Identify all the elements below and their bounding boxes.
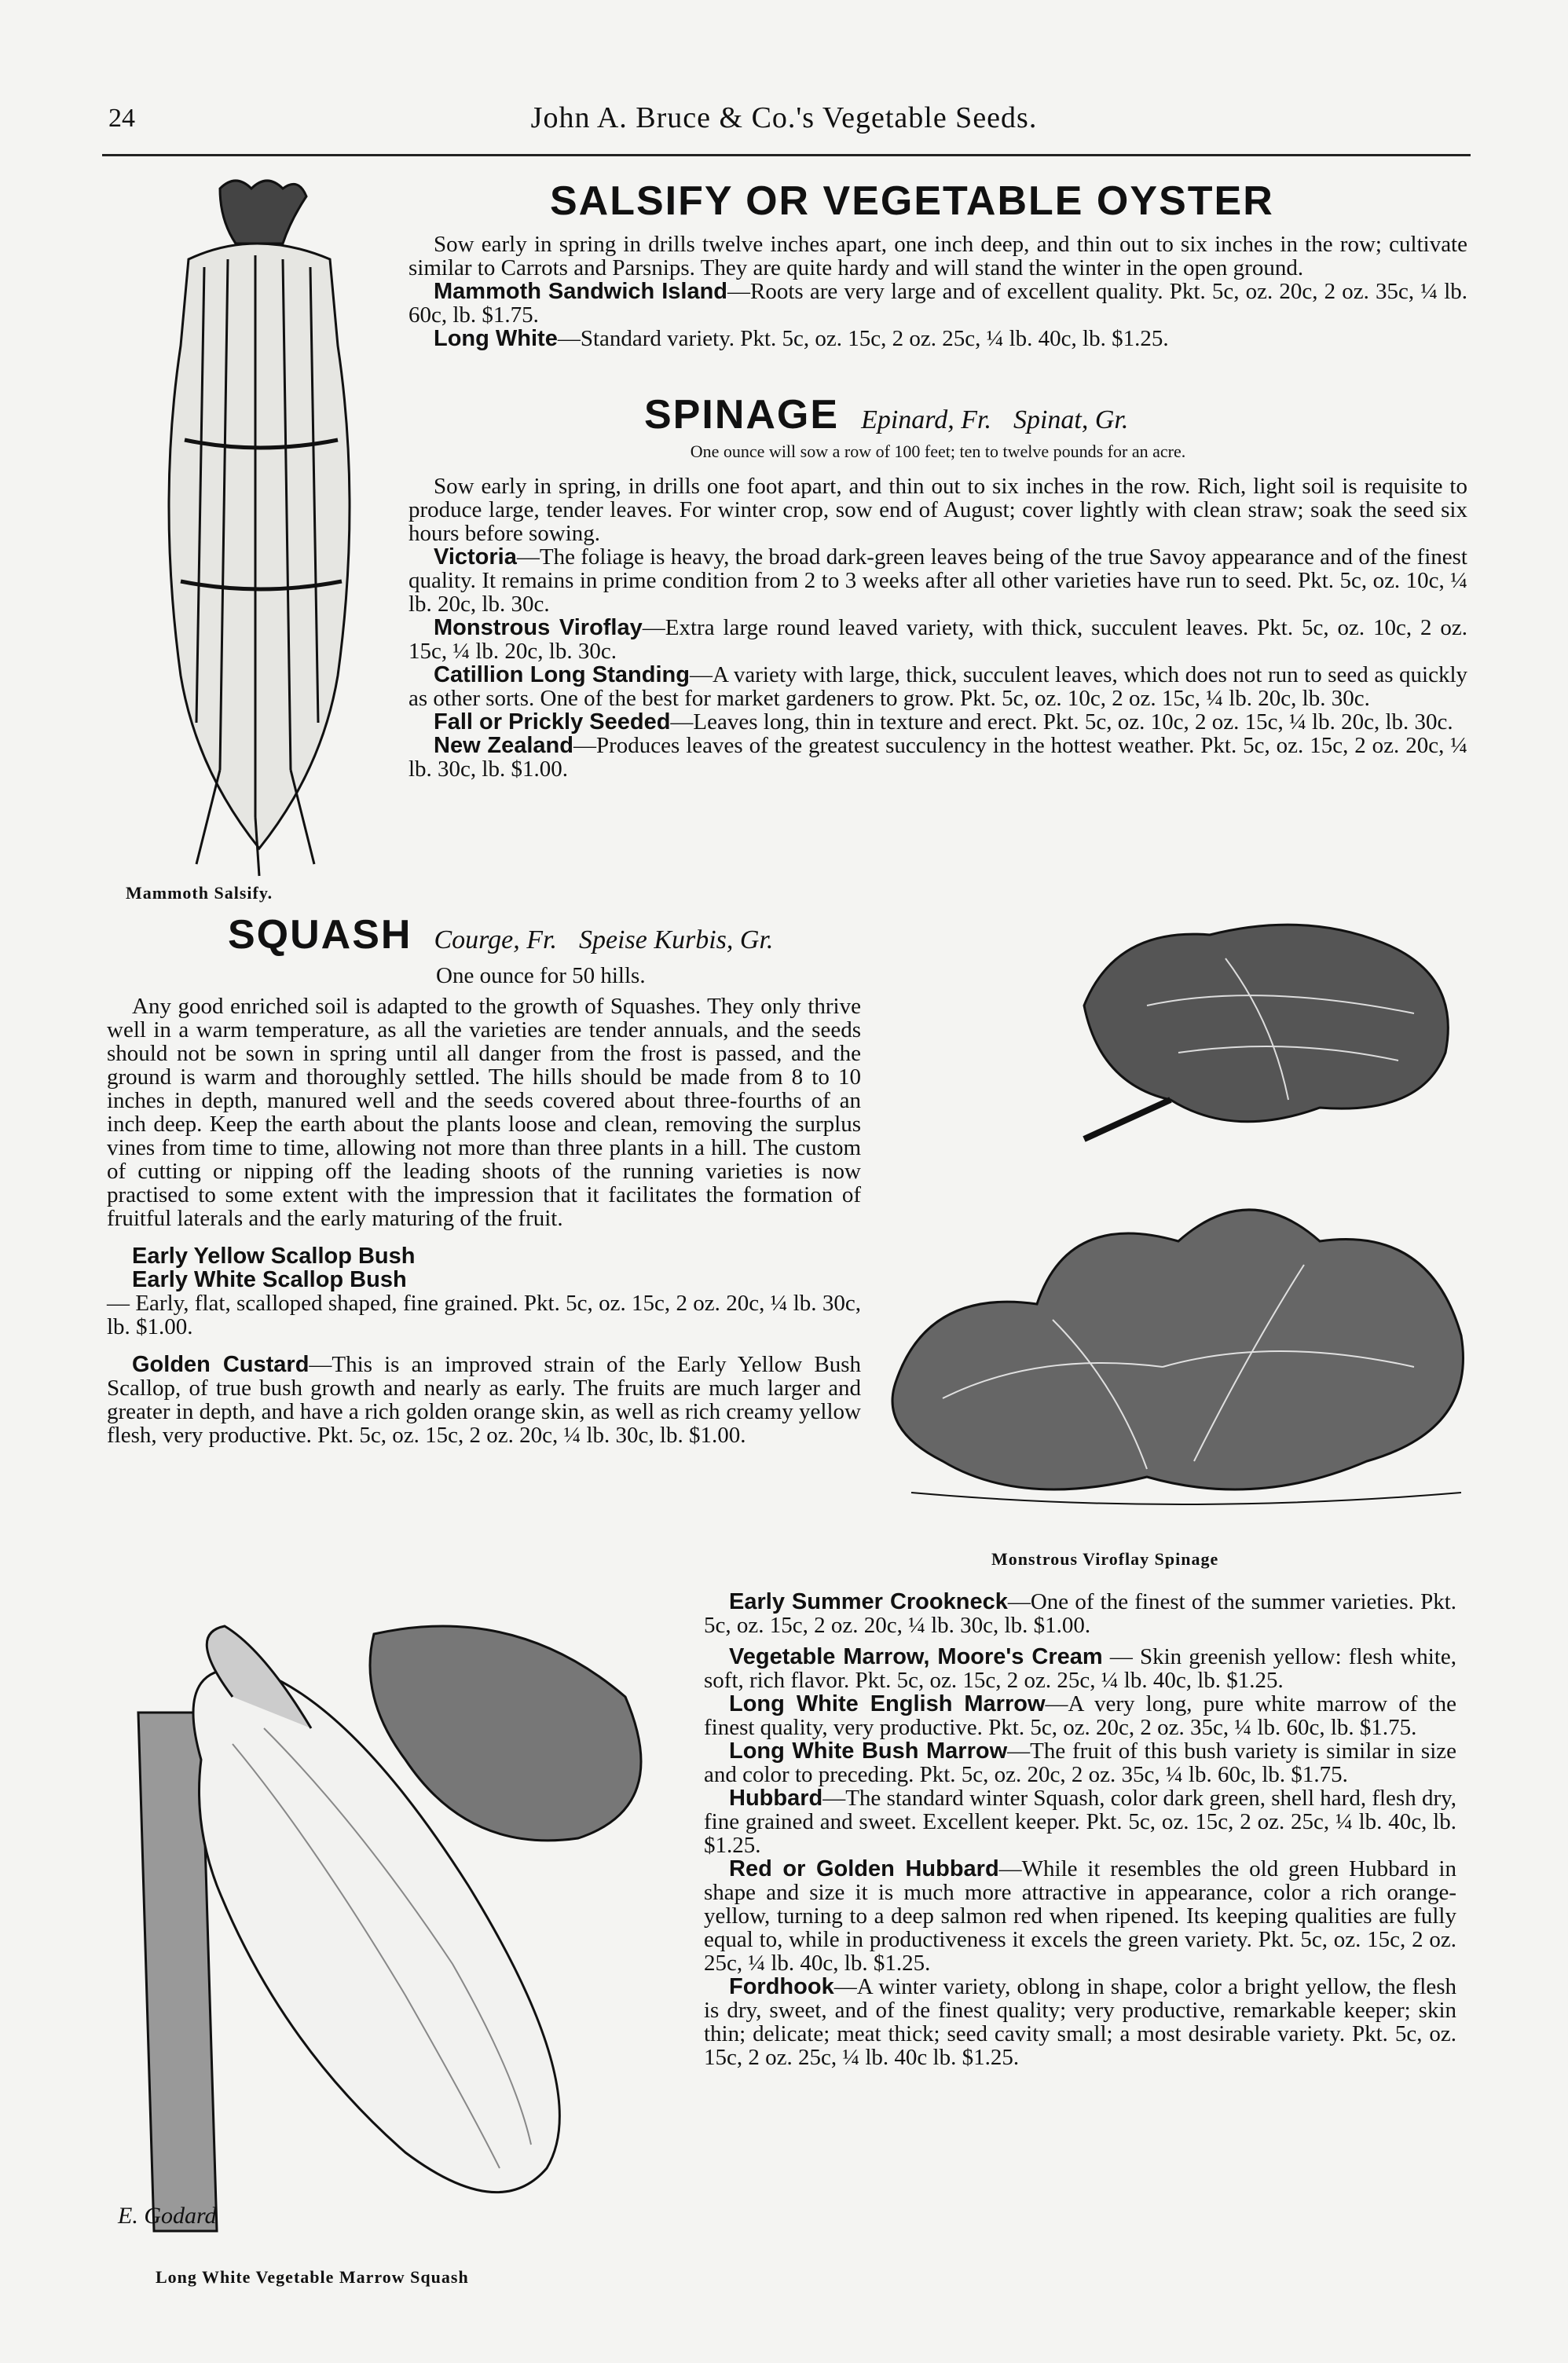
variety-name: Hubbard (729, 1786, 823, 1811)
spinage-caption: Monstrous Viroflay Spinage (991, 1549, 1219, 1569)
list-item (107, 1353, 861, 1447)
variety-name: Vegetable Marrow, Moore's Cream (729, 1644, 1103, 1669)
salsify-section (408, 233, 1467, 350)
squash-caption: Long White Vegetable Marrow Squash (156, 2267, 469, 2287)
spinage-plant-illustration (880, 1178, 1477, 1524)
salsify-intro: Sow early in spring in drills twelve inches apart, one inch deep, and thin out to six inches in the row; cultivate similar to Carrots and Parsnips. They are quite hardy and will stand the winter in the open ground. (408, 232, 1467, 280)
spinage-title: SPINAGE (644, 392, 840, 438)
variety-desc: —Standard variety. Pkt. 5c, oz. 15c, 2 oz. 25c, ¼ lb. 40c, lb. $1.25. (557, 326, 1169, 351)
variety-name: Red or Golden Hubbard (729, 1856, 999, 1881)
page-number: 24 (108, 104, 135, 133)
list-item (408, 734, 1467, 781)
variety-name: Mammoth Sandwich Island (434, 279, 727, 304)
list-item (107, 1244, 861, 1339)
spinage-french-name: Epinard, Fr. (861, 405, 991, 434)
variety-desc: —Roots are very large and of excellent quality. Pkt. 5c, oz. 20c, 2 oz. 35c, ¼ lb. 60c, lb. $1.75. (408, 279, 1467, 328)
variety-name: New Zealand (434, 733, 573, 758)
variety-name: Fordhook (729, 1974, 834, 1999)
list-item (704, 1645, 1456, 1692)
salsify-illustration (102, 173, 408, 880)
variety-name: Golden Custard (132, 1352, 310, 1377)
variety-desc: —Produces leaves of the greatest succulency in the hottest weather. Pkt. 5c, oz. 15c, 2 oz. 20c, ¼ lb. 30c, lb. $1.00. (408, 733, 1467, 782)
list-item (704, 1786, 1456, 1857)
squash-french-name: Courge, Fr. (434, 925, 557, 954)
variety-name: Fall or Prickly Seeded (434, 709, 671, 735)
spinage-leaf-illustration (1053, 911, 1477, 1147)
variety-desc: —A very long, pure white marrow of the finest quality, very productive. Pkt. 5c, oz. 20c, 2 oz. 35c, ¼ lb. 60c, lb. $1.75. (704, 1691, 1456, 1740)
variety-name: Monstrous Viroflay (434, 615, 643, 640)
spinage-section (408, 474, 1467, 781)
squash-illustration (107, 1603, 704, 2247)
variety-desc: —The foliage is heavy, the broad dark-green leaves being of the true Savoy appearance and of the finest quality. It remains in prime condition from 2 to 3 weeks after all other varieties have run to seed. Pkt. 5c, oz. 10c, ¼ lb. 20c, lb. 30c. (408, 544, 1467, 617)
variety-name: Long White English Marrow (729, 1691, 1046, 1716)
variety-desc: —A winter variety, oblong in shape, color a bright yellow, the flesh is dry, sweet, and of the finest quality; very productive, remarkable keeper; skin thin; delicate; meat thick; seed cavity small; a most desirable variety. Pkt. 5c, oz. 15c, 2 oz. 25c, ¼ lb. 40c lb. $1.25. (704, 1974, 1456, 2070)
running-title: John A. Bruce & Co.'s Vegetable Seeds. (530, 101, 1038, 134)
squash-section-right (704, 1590, 1456, 2069)
list-item (408, 327, 1467, 350)
variety-name: Long White (434, 326, 558, 351)
squash-title: SQUASH (228, 912, 412, 958)
list-item (408, 710, 1467, 734)
variety-desc: —The standard winter Squash, color dark green, shell hard, flesh dry, fine grained and sweet. Excellent keeper. Pkt. 5c, oz. 15c, 2 oz. 25c, ¼ lb. 40c, lb. $1.25. (704, 1786, 1456, 1858)
variety-desc: —The fruit of this bush variety is similar in size and color to preceding. Pkt. 5c, oz. 20c, 2 oz. 35c, ¼ lb. 60c, lb. $1.75. (704, 1738, 1456, 1787)
variety-desc: —While it resembles the old green Hubbard in shape and size it is much more attractive in appearance, color a rich orange-yellow, turning to a deep salmon red when ripened. Its keeping qualities are fully equal to, while in productiveness it excels the green variety. Pkt. 5c, oz. 15c, 2 oz. 25c, ¼ lb. 40c, lb. $1.25. (704, 1856, 1456, 1976)
list-item (408, 663, 1467, 710)
variety-desc: —One of the finest of the summer varieties. Pkt. 5c, oz. 15c, 2 oz. 20c, ¼ lb. 30c, lb. $1.00. (704, 1589, 1457, 1638)
squash-note: One ounce for 50 hills. (436, 963, 646, 988)
list-item (408, 280, 1467, 327)
squash-heading (228, 911, 773, 958)
spinage-heading (644, 391, 1128, 438)
variety-desc: — Skin greenish yellow: flesh white, soft, rich flavor. Pkt. 5c, oz. 15c, 2 oz. 25c, ¼ lb. 40c, lb. $1.25. (704, 1644, 1457, 1693)
variety-name: Early Yellow Scallop Bush (132, 1244, 416, 1269)
spinage-note: One ounce will sow a row of 100 feet; ten to twelve pounds for an acre. (690, 441, 1186, 461)
spinage-german-name: Spinat, Gr. (1013, 405, 1129, 434)
variety-name: Early Summer Crookneck (729, 1589, 1008, 1614)
salsify-title: SALSIFY OR VEGETABLE OYSTER (550, 178, 1274, 224)
squash-section-left (107, 995, 861, 1447)
salsify-caption: Mammoth Salsify. (126, 883, 273, 903)
variety-name: Catillion Long Standing (434, 662, 690, 687)
engraver-signature: E. Godard (118, 2203, 217, 2229)
list-item (704, 1975, 1456, 2069)
header-rule (102, 154, 1471, 156)
variety-name: Long White Bush Marrow (729, 1738, 1008, 1764)
variety-desc: —Leaves long, thin in texture and erect. Pkt. 5c, oz. 10c, 2 oz. 15c, ¼ lb. 20c, lb. 30c. (670, 709, 1453, 735)
list-item (408, 545, 1467, 616)
variety-desc: —A variety with large, thick, succulent leaves, which does not run to seed as quickly as other sorts. One of the best for market gardeners to grow. Pkt. 5c, oz. 10c, 2 oz. 15c, ¼ lb. 20c, lb. 30c. (408, 662, 1468, 711)
list-item (704, 1590, 1456, 1637)
variety-desc: — Early, flat, scalloped shaped, fine grained. Pkt. 5c, oz. 15c, 2 oz. 20c, ¼ lb. 30c, lb. $1.00. (107, 1291, 861, 1339)
variety-name: Early White Scallop Bush (132, 1267, 407, 1292)
squash-german-name: Speise Kurbis, Gr. (578, 925, 774, 954)
variety-desc: —This is an improved strain of the Early Yellow Bush Scallop, of true bush growth and nearly as early. The fruits are much larger and greater in depth, and have a rich golden orange skin, as well as rich creamy yellow flesh, very productive. Pkt. 5c, oz. 15c, 2 oz. 20c, ¼ lb. 30c, lb. $1.00. (107, 1352, 861, 1448)
list-item (408, 616, 1467, 663)
spinage-intro: Sow early in spring, in drills one foot apart, and thin out to six inches in the row. Rich, light soil is requisite to produce large, tender leaves. For winter crop, sow end of August; cover lightly with clean straw; soak the seed six hours before sowing. (408, 474, 1467, 546)
squash-intro: Any good enriched soil is adapted to the growth of Squashes. They only thrive well in a warm temperature, as all the varieties are tender annuals, and the seeds should not be sown in spring until all danger from the frost is passed, and the ground is warm and thoroughly settled. The hills should be made from 8 to 10 inches in depth, manured well and the seeds covered about three-fourths of an inch deep. Keep the earth about the plants loose and clean, removing the surplus vines from time to time, allowing not more than three plants in a hill. The custom of cutting or nipping off the leading shoots of the running varieties is now practised to some extent with the impression that it facilitates the formation of fruitful laterals and the early maturing of the fruit. (107, 994, 861, 1231)
variety-name: Victoria (434, 544, 517, 570)
list-item (704, 1739, 1456, 1786)
list-item (704, 1857, 1456, 1975)
list-item (704, 1692, 1456, 1739)
variety-desc: —Extra large round leaved variety, with thick, succulent leaves. Pkt. 5c, oz. 10c, 2 oz. 15c, ¼ lb. 20c, lb. 30c. (408, 615, 1467, 664)
